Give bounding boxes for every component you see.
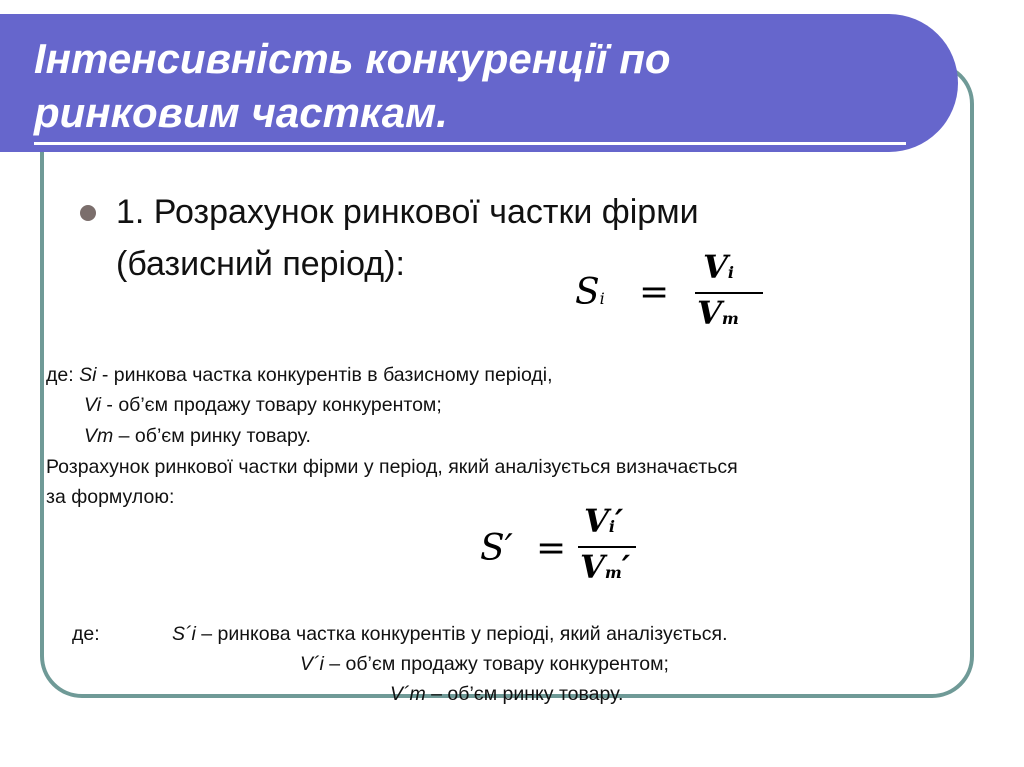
formula1-num-sub: i	[727, 263, 734, 282]
definition-prefix: де:	[46, 364, 80, 386]
definition-vi-text: - об’єм продажу товару конкурентом;	[101, 394, 442, 416]
definition-vm-symbol: Vm	[84, 425, 114, 447]
definition2-vi-symbol: V´i	[300, 653, 324, 675]
title-line-1: Інтенсивність конкуренції по	[34, 35, 671, 82]
formula1-den-sub: m	[721, 309, 739, 328]
formula1-lhs	[575, 272, 605, 313]
definition2-si-symbol: S´i	[172, 623, 196, 645]
slide-title	[34, 32, 914, 140]
definition2-vi	[300, 652, 669, 676]
definition2-prefix: де:	[72, 623, 100, 645]
title-bar	[0, 14, 958, 152]
bullet-line-1: 1. Розрахунок ринкової частки фірми	[116, 193, 699, 231]
title-underline	[34, 142, 906, 145]
formula2-numerator	[584, 502, 623, 540]
formula1-denominator	[697, 294, 739, 332]
formula1-den-symbol: V	[697, 294, 722, 332]
bullet-icon	[80, 205, 96, 221]
definition2-vi-text: – об’єм продажу товару конкурентом;	[323, 653, 669, 675]
paragraph-line-2: за формулою:	[46, 486, 175, 508]
formula2-num-symbol: V	[584, 502, 609, 540]
bullet-line-2: (базисний період):	[116, 245, 405, 283]
definition-si-text: - ринкова частка конкурентів в базисному періоді,	[96, 364, 553, 386]
formula2-equals: =	[536, 528, 567, 569]
formula1-equals: =	[639, 272, 670, 313]
formula1-lhs-symbol: S	[575, 272, 600, 313]
definition2-vm-symbol: V´m	[390, 683, 426, 705]
definition2-si-text: – ринкова частка конкурентів у періоді, який аналізується.	[195, 623, 728, 645]
formula1-lhs-sub: i	[599, 289, 605, 308]
definition-si	[46, 363, 553, 387]
formula2-den-symbol: V	[580, 548, 605, 586]
bullet-text	[116, 186, 956, 290]
definition-vi	[84, 393, 442, 417]
formula2-den-sub: m	[604, 563, 622, 582]
definition2-vm	[390, 682, 623, 706]
formula2-denominator	[580, 548, 630, 586]
formula2-lhs: S′	[480, 528, 513, 569]
definition-vm-text: – об’єм ринку товару.	[113, 425, 311, 447]
formula-analysis-period	[480, 502, 650, 594]
formula2-den-prime: ′	[621, 548, 631, 586]
formula1-num-symbol: V	[703, 248, 728, 286]
formula-base-period	[575, 248, 775, 334]
definition-vi-symbol: Vi	[84, 394, 101, 416]
formula1-numerator	[703, 248, 734, 286]
title-line-2: ринковим часткам.	[34, 89, 448, 136]
definition2-vm-text: – об’єм ринку товару.	[425, 683, 624, 705]
formula2-num-prime: ′	[614, 502, 624, 540]
definition-vm	[84, 424, 311, 448]
definition2-si	[172, 622, 728, 646]
formula2-num-sub: i	[608, 517, 615, 536]
paragraph-line-1: Розрахунок ринкової частки фірми у період, який аналізується визначається	[46, 456, 738, 478]
definition-si-symbol: Si	[79, 364, 97, 386]
